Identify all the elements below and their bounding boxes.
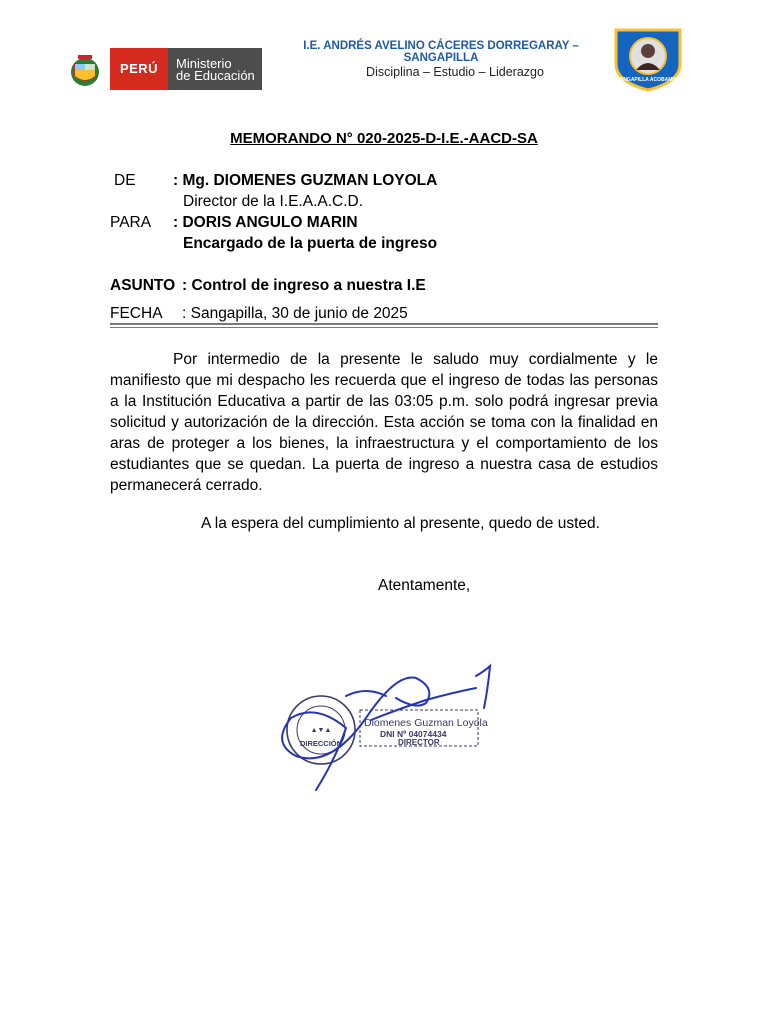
fecha-label: FECHA [110, 305, 163, 322]
ministry-line-1: Ministerio [176, 56, 232, 71]
memo-body: Por intermedio de la presente le saludo muy cordialmente y le manifiesto que mi despacho les recuerda que el ingreso de todas las personas a la Institución Educativa a partir de las 03:05 p.m. solo podrá ingresar previa solicitud y autorización de la dirección. Esta acción se toma con la finalidad en aras de proteger a los bienes, la infraestructura y el comportamiento de los estudiantes que se quedan. La puerta de ingreso a nuestra casa de estudios permanecerá cerrado. [110, 351, 658, 494]
asunto-value: : Control de ingreso a nuestra I.E [182, 277, 426, 294]
para-name: : DORIS ANGULO MARIN [173, 214, 358, 231]
para-label: PARA [110, 214, 152, 231]
peru-coat-of-arms-icon [64, 50, 106, 90]
school-name: I.E. ANDRÉS AVELINO CÁCERES DORREGARAY – SANGAPILLA [303, 40, 579, 64]
svg-text:▲▼▲: ▲▼▲ [310, 727, 332, 734]
stamp-dni: DNI Nº 04074434 [380, 729, 447, 739]
ministry-badge [168, 48, 262, 90]
memo-title: MEMORANDO N° 020-2025-D-I.E.-AACD-SA [230, 130, 538, 147]
signature-stamp [276, 648, 506, 798]
school-crest-icon [610, 26, 686, 92]
de-role: Director de la I.E.A.A.C.D. [183, 193, 364, 210]
school-motto: Disciplina – Estudio – Liderazgo [366, 65, 544, 79]
seal-text: DIRECCIÓN [299, 739, 343, 748]
stamp-role: DIRECTOR [398, 738, 440, 747]
fecha-value: : Sangapilla, 30 de junio de 2025 [182, 305, 408, 322]
peru-label: PERÚ [119, 61, 159, 76]
header-divider-thin [110, 327, 658, 328]
header-divider [110, 323, 658, 325]
asunto-label: ASUNTO [110, 277, 176, 294]
ministry-line-2: de Educación [176, 68, 255, 83]
closing-line: A la espera del cumplimiento al presente, quedo de usted. [201, 515, 600, 532]
de-label: DE [114, 172, 136, 189]
regards-line: Atentamente, [378, 577, 471, 594]
name-stamp [360, 710, 488, 747]
para-role: Encargado de la puerta de ingreso [183, 235, 438, 252]
stamp-name: Diomenes Guzman Loyola [364, 717, 488, 729]
crest-bottom-text: SANGAPILLA ACOBAMBA [616, 77, 680, 83]
peru-badge [110, 48, 168, 90]
de-name: : Mg. DIOMENES GUZMAN LOYOLA [173, 172, 438, 189]
